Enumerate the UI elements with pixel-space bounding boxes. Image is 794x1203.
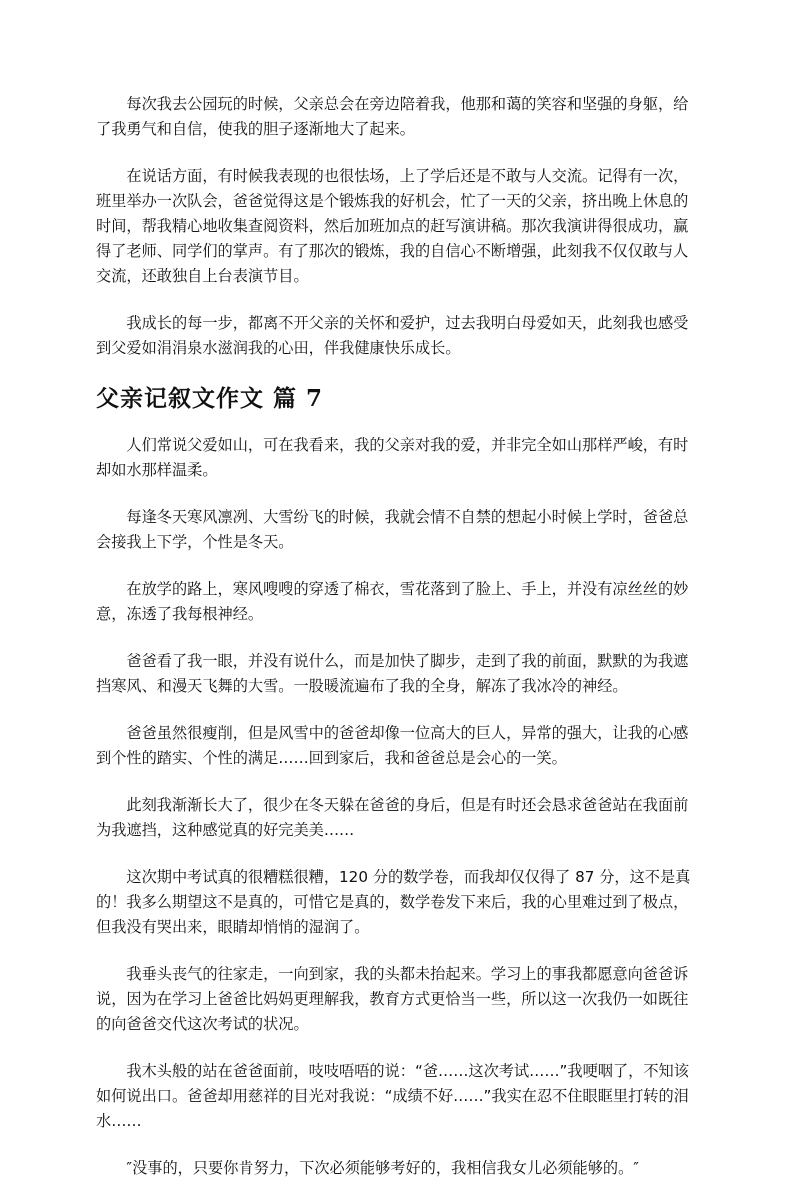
paragraph: 我成长的每一步，都离不开父亲的关怀和爱护，过去我明白母爱如天，此刻我也感受到父爱如涓涓泉水滋润我的心田，伴我健康快乐成长。	[96, 314, 689, 357]
paragraph: 爸爸虽然很瘦削，但是风雪中的爸爸却像一位高大的巨人，异常的强大，让我的心感到个性的踏实、个性的满足……回到家后，我和爸爸总是会心的一笑。	[96, 724, 689, 767]
paragraph: 每逢冬天寒风凛冽、大雪纷飞的时候，我就会情不自禁的想起小时候上学时，爸爸总会接我上下学，个性是冬天。	[96, 508, 689, 551]
paragraph: 这次期中考试真的很糟糕很糟，120 分的数学卷，而我却仅仅得了 87 分，这不是真的！我多么期望这不是真的，可惜它是真的，数学卷发下来后，我的心里难过到了极点，但我没有哭出来，眼睛却悄悄的湿润了。	[96, 868, 691, 936]
paragraph: 我木头般的站在爸爸面前，吱吱唔唔的说：“爸……这次考试……”我哽咽了，不知该如何说出口。爸爸却用慈祥的目光对我说：“成绩不好……”我实在忍不住眼眶里打转的泪水……	[96, 1062, 689, 1130]
paragraph: 爸爸看了我一眼，并没有说什么，而是加快了脚步，走到了我的前面，默默的为我遮挡寒风、和漫天飞舞的大雪。一股暖流遍布了我的全身，解冻了我冰冷的神经。	[96, 652, 689, 695]
paragraph: 此刻我渐渐长大了，很少在冬天躲在爸爸的身后，但是有时还会恳求爸爸站在我面前为我遮挡，这种感觉真的好完美美……	[96, 796, 689, 839]
paragraph: 人们常说父爱如山，可在我看来，我的父亲对我的爱，并非完全如山那样严峻，有时却如水那样温柔。	[96, 436, 689, 479]
paragraph: 我垂头丧气的往家走，一向到家，我的头都未抬起来。学习上的事我都愿意向爸爸诉说，因为在学习上爸爸比妈妈更理解我，教育方式更恰当一些，所以这一次我仍一如既往的向爸爸交代这次考试的状况。	[96, 965, 689, 1033]
paragraph: 每次我去公园玩的时候，父亲总会在旁边陪着我，他那和蔼的笑容和坚强的身躯，给了我勇气和自信，使我的胆子逐渐地大了起来。	[96, 95, 689, 138]
paragraph: 在放学的路上，寒风嗖嗖的穿透了棉衣，雪花落到了脸上、手上，并没有凉丝丝的妙意，冻透了我每根神经。	[96, 580, 689, 623]
section-heading: 父亲记叙文作文 篇 7	[96, 385, 324, 412]
paragraph: ″没事的，只要你肯努力，下次必须能够考好的，我相信我女儿必须能够的。″	[126, 1159, 639, 1177]
document-body	[96, 92, 696, 1203]
paragraph: 在说话方面，有时候我表现的也很怯场，上了学后还是不敢与人交流。记得有一次，班里举办一次队会，爸爸觉得这是个锻炼我的好机会，忙了一天的父亲，挤出晚上休息的时间，帮我精心地收集查阅资料，然后加班加点的赶写演讲稿。那次我演讲得很成功，赢得了老师、同学们的掌声。有了那次的锻炼，我的自信心不断增强，此刻我不仅仅敢与人交流，还敢独自上台表演节目。	[96, 167, 689, 285]
